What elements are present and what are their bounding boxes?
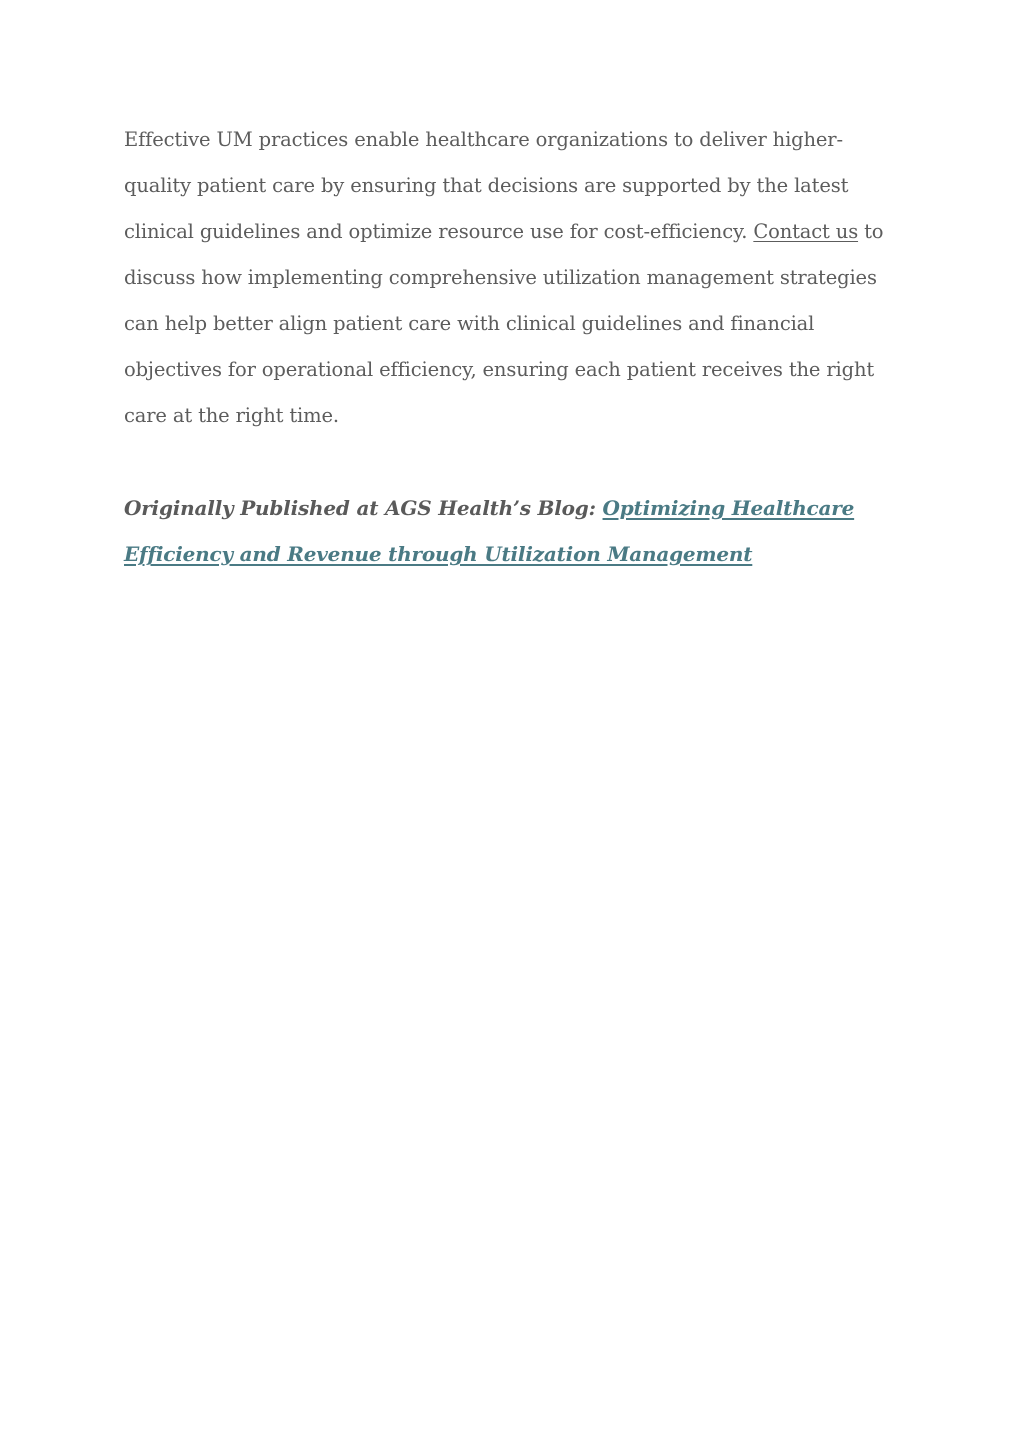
paragraph-line: quality patient care by ensuring that decisions are supported by the latest <box>124 174 849 197</box>
document-page <box>124 117 894 577</box>
published-line <box>124 531 894 577</box>
blog-article-link-continued[interactable]: Efficiency and Revenue through Utilization Management <box>124 542 753 566</box>
originally-published-note <box>124 485 894 577</box>
paragraph-line: can help better align patient care with clinical guidelines and financial <box>124 312 815 335</box>
paragraph-line: care at the right time. <box>124 404 339 427</box>
published-line <box>124 485 894 531</box>
paragraph-line-with-link <box>124 209 894 255</box>
paragraph-text: to <box>858 220 884 243</box>
paragraph-line: discuss how implementing comprehensive utilization management strategies <box>124 266 877 289</box>
contact-us-link[interactable]: Contact us <box>753 220 859 243</box>
paragraph-text: clinical guidelines and optimize resource use for cost-efficiency. <box>124 220 754 243</box>
paragraph-line: Effective UM practices enable healthcare organizations to deliver higher- <box>124 128 843 151</box>
blog-article-link[interactable]: Optimizing Healthcare <box>602 496 855 520</box>
body-paragraph <box>124 117 894 439</box>
paragraph-line: objectives for operational efficiency, ensuring each patient receives the right <box>124 358 875 381</box>
published-prefix: Originally Published at AGS Health’s Blog: <box>124 496 603 520</box>
